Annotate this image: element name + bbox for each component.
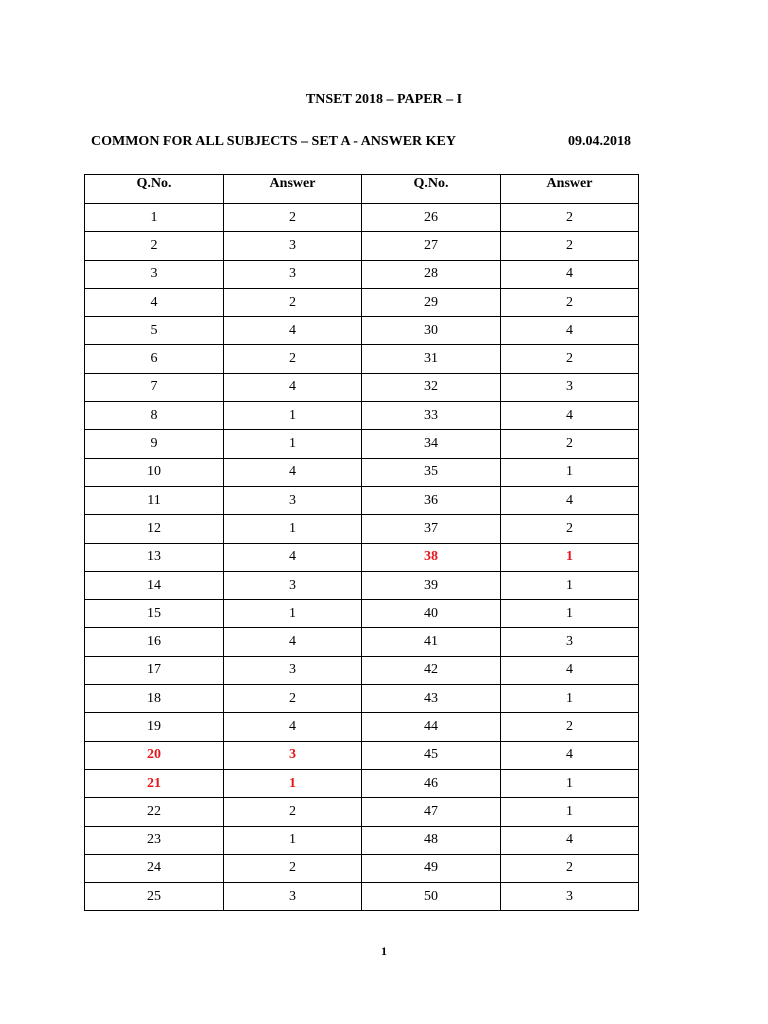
table-row [85, 826, 639, 854]
question-number-cell: 39 [362, 571, 501, 599]
answer-cell: 2 [224, 854, 362, 882]
question-number-cell: 23 [85, 826, 224, 854]
question-number-cell: 43 [362, 685, 501, 713]
answer-cell: 3 [224, 656, 362, 684]
answer-cell: 4 [501, 656, 639, 684]
answer-cell: 4 [224, 373, 362, 401]
question-number-cell: 5 [85, 317, 224, 345]
table-row [85, 741, 639, 769]
question-number-cell: 15 [85, 600, 224, 628]
table-row [85, 430, 639, 458]
answer-cell: 4 [501, 402, 639, 430]
question-number-cell: 41 [362, 628, 501, 656]
column-header-answer-left: Answer [224, 175, 362, 204]
question-number-cell: 44 [362, 713, 501, 741]
question-number-cell: 8 [85, 402, 224, 430]
answer-cell: 2 [501, 204, 639, 232]
answer-cell: 2 [501, 232, 639, 260]
question-number-cell: 27 [362, 232, 501, 260]
answer-cell: 3 [224, 741, 362, 769]
answer-cell: 2 [501, 515, 639, 543]
answer-cell: 1 [224, 402, 362, 430]
question-number-cell: 45 [362, 741, 501, 769]
answer-cell: 1 [501, 600, 639, 628]
question-number-cell: 38 [362, 543, 501, 571]
table-row [85, 656, 639, 684]
question-number-cell: 26 [362, 204, 501, 232]
question-number-cell: 37 [362, 515, 501, 543]
answer-cell: 4 [224, 713, 362, 741]
answer-cell: 3 [501, 628, 639, 656]
answer-cell: 1 [224, 430, 362, 458]
question-number-cell: 30 [362, 317, 501, 345]
question-number-cell: 50 [362, 883, 501, 911]
question-number-cell: 21 [85, 769, 224, 797]
question-number-cell: 28 [362, 260, 501, 288]
question-number-cell: 34 [362, 430, 501, 458]
column-header-qno-left: Q.No. [85, 175, 224, 204]
question-number-cell: 7 [85, 373, 224, 401]
table-row [85, 486, 639, 514]
question-number-cell: 12 [85, 515, 224, 543]
answer-cell: 1 [224, 826, 362, 854]
answer-cell: 4 [224, 317, 362, 345]
answer-cell: 3 [501, 373, 639, 401]
answer-cell: 3 [224, 232, 362, 260]
table-row [85, 798, 639, 826]
answer-cell: 4 [224, 543, 362, 571]
answer-cell: 2 [501, 713, 639, 741]
answer-cell: 2 [224, 685, 362, 713]
question-number-cell: 13 [85, 543, 224, 571]
answer-cell: 1 [501, 685, 639, 713]
table-row [85, 260, 639, 288]
table-row [85, 883, 639, 911]
answer-cell: 2 [224, 204, 362, 232]
answer-cell: 3 [224, 486, 362, 514]
question-number-cell: 36 [362, 486, 501, 514]
answer-cell: 1 [224, 769, 362, 797]
question-number-cell: 10 [85, 458, 224, 486]
answer-cell: 2 [224, 798, 362, 826]
question-number-cell: 42 [362, 656, 501, 684]
answer-cell: 1 [501, 458, 639, 486]
question-number-cell: 14 [85, 571, 224, 599]
table-row [85, 288, 639, 316]
answer-cell: 3 [224, 571, 362, 599]
question-number-cell: 11 [85, 486, 224, 514]
question-number-cell: 29 [362, 288, 501, 316]
question-number-cell: 48 [362, 826, 501, 854]
table-row [85, 515, 639, 543]
table-row [85, 232, 639, 260]
answer-cell: 4 [224, 628, 362, 656]
question-number-cell: 31 [362, 345, 501, 373]
table-row [85, 345, 639, 373]
question-number-cell: 1 [85, 204, 224, 232]
question-number-cell: 46 [362, 769, 501, 797]
column-header-qno-right: Q.No. [362, 175, 501, 204]
question-number-cell: 19 [85, 713, 224, 741]
answer-cell: 2 [224, 345, 362, 373]
answer-cell: 1 [501, 798, 639, 826]
answer-cell: 4 [501, 317, 639, 345]
document-subtitle: COMMON FOR ALL SUBJECTS – SET A - ANSWER KEY [91, 134, 456, 149]
question-number-cell: 3 [85, 260, 224, 288]
question-number-cell: 35 [362, 458, 501, 486]
answer-cell: 1 [501, 543, 639, 571]
page-number: 1 [381, 944, 387, 958]
answer-cell: 1 [501, 571, 639, 599]
question-number-cell: 25 [85, 883, 224, 911]
question-number-cell: 49 [362, 854, 501, 882]
table-row [85, 571, 639, 599]
document-date: 09.04.2018 [568, 134, 631, 149]
answer-cell: 2 [501, 345, 639, 373]
question-number-cell: 16 [85, 628, 224, 656]
table-body [85, 204, 639, 911]
answer-cell: 1 [501, 769, 639, 797]
question-number-cell: 4 [85, 288, 224, 316]
question-number-cell: 9 [85, 430, 224, 458]
answer-key-table [84, 174, 639, 911]
table-row [85, 458, 639, 486]
answer-cell: 4 [501, 486, 639, 514]
answer-cell: 2 [501, 288, 639, 316]
answer-cell: 4 [501, 260, 639, 288]
answer-cell: 4 [224, 458, 362, 486]
question-number-cell: 6 [85, 345, 224, 373]
table-row [85, 685, 639, 713]
answer-cell: 3 [501, 883, 639, 911]
table-header-row [85, 175, 639, 204]
answer-cell: 3 [224, 260, 362, 288]
question-number-cell: 17 [85, 656, 224, 684]
question-number-cell: 47 [362, 798, 501, 826]
table-row [85, 713, 639, 741]
table-row [85, 402, 639, 430]
column-header-answer-right: Answer [501, 175, 639, 204]
answer-cell: 4 [501, 741, 639, 769]
question-number-cell: 20 [85, 741, 224, 769]
answer-cell: 4 [501, 826, 639, 854]
answer-cell: 1 [224, 600, 362, 628]
table-row [85, 854, 639, 882]
question-number-cell: 22 [85, 798, 224, 826]
table-row [85, 628, 639, 656]
document-title: TNSET 2018 – PAPER – I [305, 92, 463, 107]
question-number-cell: 40 [362, 600, 501, 628]
question-number-cell: 2 [85, 232, 224, 260]
question-number-cell: 33 [362, 402, 501, 430]
question-number-cell: 32 [362, 373, 501, 401]
table-row [85, 600, 639, 628]
table-row [85, 317, 639, 345]
table-row [85, 543, 639, 571]
question-number-cell: 18 [85, 685, 224, 713]
table-row [85, 204, 639, 232]
answer-cell: 2 [224, 288, 362, 316]
answer-cell: 2 [501, 430, 639, 458]
answer-cell: 2 [501, 854, 639, 882]
answer-cell: 3 [224, 883, 362, 911]
answer-cell: 1 [224, 515, 362, 543]
table-row [85, 373, 639, 401]
table-row [85, 769, 639, 797]
question-number-cell: 24 [85, 854, 224, 882]
